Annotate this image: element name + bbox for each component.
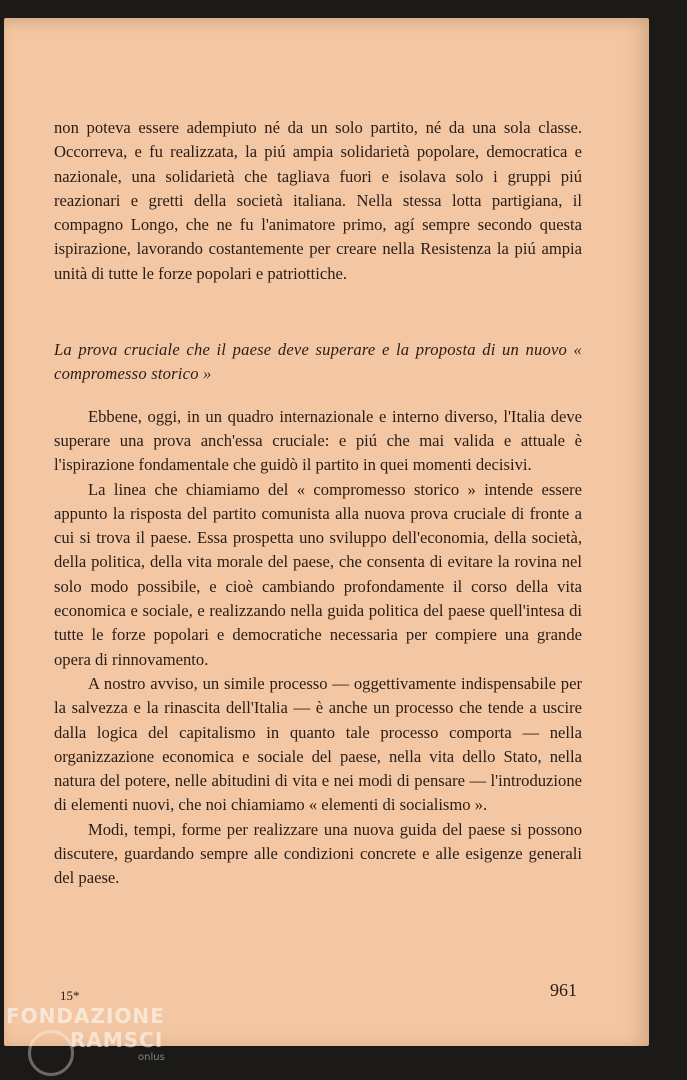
page-number: 961 <box>550 980 577 1000</box>
paragraph-4: A nostro avviso, un simile processo — oggettivamente indispensabile per la salvezza e la rinascita dell'Italia — è anche un processo che tende a uscire dalla logica del capitalismo in quanto tale processo comporta — nella organizzazione economica e sociale del paese, nella vita dello Stato, nella natura del potere, nelle abitudini di vita e nei modi di pensare — l'introduzione di elementi nuovi, che noi chiamiamo « elementi di socialismo ». <box>54 673 582 815</box>
watermark-sub: onlus <box>138 1052 165 1063</box>
watermark-line-2: RAMSCI <box>70 1028 164 1052</box>
section-heading: La prova cruciale che il paese deve superare e la proposta di un nuovo « compromesso storico » <box>54 340 582 384</box>
watermark-text <box>6 1004 165 1052</box>
paragraph-3: La linea che chiamiamo del « compromesso storico » intende essere appunto la risposta del partito comunista alla nuova prova cruciale di fronte a cui si trova il paese. Essa prospetta uno sviluppo dell'economia, della società, della politica, della vita morale del paese, che consenta di evitare la rovina nel solo modo possibile, e cioè cambiando profondamente il corso della vita economica e sociale, e realizzando nella guida politica del paese quell'intesa di tutte le forze popolari e democratiche necessaria per compiere una grande opera di rinnovamento. <box>54 479 582 669</box>
signature-mark: 15* <box>60 988 80 1003</box>
paragraph-5: Modi, tempi, forme per realizzare una nuova guida del paese si possono discutere, guardando sempre alle condizioni concrete e alle esigenze generali del paese. <box>54 819 582 888</box>
page-body <box>54 116 582 891</box>
paragraph-2: Ebbene, oggi, in un quadro internazionale e interno diverso, l'Italia deve superare una prova anch'essa cruciale: e piú che mai valida e attuale è l'ispirazione fondamentale che guidò il partito in quei momenti decisivi. <box>54 406 582 475</box>
paragraph-1: non poteva essere adempiuto né da un solo partito, né da una sola classe. Occorreva, e fu realizzata, la piú ampia solidarietà popolare, democratica e nazionale, una solidarietà che tagliava fuori e isolava solo i gruppi piú reazionari e gretti della società italiana. Nella stessa lotta partigiana, il compagno Longo, che ne fu l'animatore primo, agí sempre secondo questa ispirazione, lavorando costantemente per creare nella Resistenza la piú ampia unità di tutte le forze popolari e patriottiche. <box>54 118 582 283</box>
watermark-line-1: FONDAZIONE <box>6 1004 165 1028</box>
book-page <box>4 18 649 1046</box>
